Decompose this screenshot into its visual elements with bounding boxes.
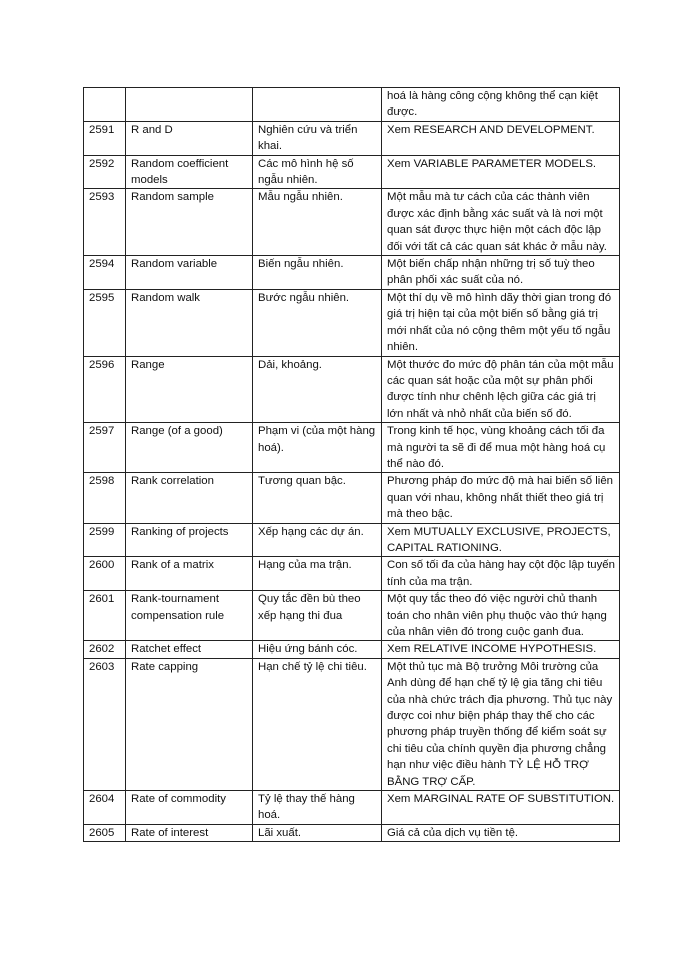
table-row: [84, 356, 620, 423]
definition: Một thước đo mức độ phân tán của một mẫu các quan sát hoặc của một sự phân phối được tính như chênh lệch giữa các giá trị lớn nhất và nhỏ nhất của biến số đó.: [382, 356, 620, 423]
glossary-table: [83, 87, 620, 842]
definition: Xem RESEARCH AND DEVELOPMENT.: [382, 121, 620, 155]
vietnamese-term: Các mô hình hệ số ngẫu nhiên.: [253, 155, 382, 189]
entry-number: 2595: [84, 289, 126, 356]
definition: hoá là hàng công cộng không thể cạn kiệt được.: [382, 88, 620, 122]
definition: Xem RELATIVE INCOME HYPOTHESIS.: [382, 641, 620, 658]
definition: Một thí dụ về mô hình dãy thời gian trong đó giá trị hiện tại của một biến số bằng giá trị mới nhất của nó cộng thêm một yếu tố ngẫu nhiên.: [382, 289, 620, 356]
entry-number: 2593: [84, 189, 126, 256]
table-row: [84, 473, 620, 523]
entry-number: 2597: [84, 423, 126, 473]
definition: Phương pháp đo mức độ mà hai biến số liên quan với nhau, không nhất thiết theo giá trị mà theo bậc.: [382, 473, 620, 523]
table-row: [84, 824, 620, 841]
entry-number: 2602: [84, 641, 126, 658]
english-term: Rank of a matrix: [126, 557, 253, 591]
vietnamese-term: Lãi xuất.: [253, 824, 382, 841]
entry-number: 2604: [84, 791, 126, 825]
definition: Xem MUTUALLY EXCLUSIVE, PROJECTS, CAPITAL RATIONING.: [382, 523, 620, 557]
entry-number: 2594: [84, 256, 126, 290]
english-term: Random walk: [126, 289, 253, 356]
english-term: Ratchet effect: [126, 641, 253, 658]
english-term: [126, 88, 253, 122]
table-row: [84, 189, 620, 256]
entry-number: 2605: [84, 824, 126, 841]
vietnamese-term: Phạm vi (của một hàng hoá).: [253, 423, 382, 473]
vietnamese-term: Dải, khoảng.: [253, 356, 382, 423]
english-term: Rate capping: [126, 658, 253, 790]
vietnamese-term: Tỷ lệ thay thế hàng hoá.: [253, 791, 382, 825]
vietnamese-term: Hạn chế tỷ lệ chi tiêu.: [253, 658, 382, 790]
definition: Xem MARGINAL RATE OF SUBSTITUTION.: [382, 791, 620, 825]
entry-number: 2601: [84, 591, 126, 641]
definition: Một mẫu mà tư cách của các thành viên được xác định bằng xác suất và là nơi một quan sát được thực hiện một cách độc lập đối với tất cả các quan sát khác ở mẫu này.: [382, 189, 620, 256]
entry-number: 2603: [84, 658, 126, 790]
english-term: Random variable: [126, 256, 253, 290]
vietnamese-term: Mẫu ngẫu nhiên.: [253, 189, 382, 256]
english-term: R and D: [126, 121, 253, 155]
definition: Xem VARIABLE PARAMETER MODELS.: [382, 155, 620, 189]
english-term: Random sample: [126, 189, 253, 256]
table-row: [84, 256, 620, 290]
definition: Một thủ tục mà Bộ trưởng Môi trường của Anh dùng để hạn chế tỷ lệ gia tăng chi tiêu của nhà chức trách địa phương. Thủ tục này được coi như biện pháp thay thế cho các phương pháp truyền thống để kiểm soát sự chi tiêu của chính quyền địa phương chẳng hạn như việc điều hành TỶ LỆ HỖ TRỢ BẰNG TRỢ CẤP.: [382, 658, 620, 790]
table-row: [84, 641, 620, 658]
entry-number: 2592: [84, 155, 126, 189]
entry-number: 2596: [84, 356, 126, 423]
english-term: Range (of a good): [126, 423, 253, 473]
table-row: [84, 523, 620, 557]
definition: Một biến chấp nhận những trị số tuỳ theo phân phối xác suất của nó.: [382, 256, 620, 290]
vietnamese-term: Xếp hạng các dự án.: [253, 523, 382, 557]
definition: Con số tối đa của hàng hay cột độc lập tuyến tính của ma trận.: [382, 557, 620, 591]
vietnamese-term: Bước ngẫu nhiên.: [253, 289, 382, 356]
vietnamese-term: Tương quan bậc.: [253, 473, 382, 523]
english-term: Range: [126, 356, 253, 423]
definition: Giá cả của dịch vụ tiền tệ.: [382, 824, 620, 841]
vietnamese-term: Hiệu ứng bánh cóc.: [253, 641, 382, 658]
entry-number: 2591: [84, 121, 126, 155]
entry-number: 2600: [84, 557, 126, 591]
vietnamese-term: Biến ngẫu nhiên.: [253, 256, 382, 290]
vietnamese-term: Hạng của ma trận.: [253, 557, 382, 591]
english-term: Ranking of projects: [126, 523, 253, 557]
vietnamese-term: Quy tắc đền bù theo xếp hạng thi đua: [253, 591, 382, 641]
english-term: Random coefficient models: [126, 155, 253, 189]
table-row: [84, 423, 620, 473]
entry-number: [84, 88, 126, 122]
table-row: [84, 121, 620, 155]
english-term: Rank correlation: [126, 473, 253, 523]
table-row: [84, 289, 620, 356]
table-row: [84, 658, 620, 790]
table-row: [84, 88, 620, 122]
definition: Một quy tắc theo đó việc người chủ thanh toán cho nhân viên phụ thuộc vào thứ hạng của nhân viên đó trong cuộc ganh đua.: [382, 591, 620, 641]
table-row: [84, 155, 620, 189]
table-row: [84, 591, 620, 641]
english-term: Rate of commodity: [126, 791, 253, 825]
entry-number: 2599: [84, 523, 126, 557]
vietnamese-term: [253, 88, 382, 122]
entry-number: 2598: [84, 473, 126, 523]
english-term: Rank-tournament compensation rule: [126, 591, 253, 641]
table-row: [84, 557, 620, 591]
english-term: Rate of interest: [126, 824, 253, 841]
vietnamese-term: Nghiên cứu và triển khai.: [253, 121, 382, 155]
definition: Trong kinh tế học, vùng khoảng cách tối đa mà người ta sẽ đi để mua một hàng hoá cụ thể nào đó.: [382, 423, 620, 473]
table-row: [84, 791, 620, 825]
